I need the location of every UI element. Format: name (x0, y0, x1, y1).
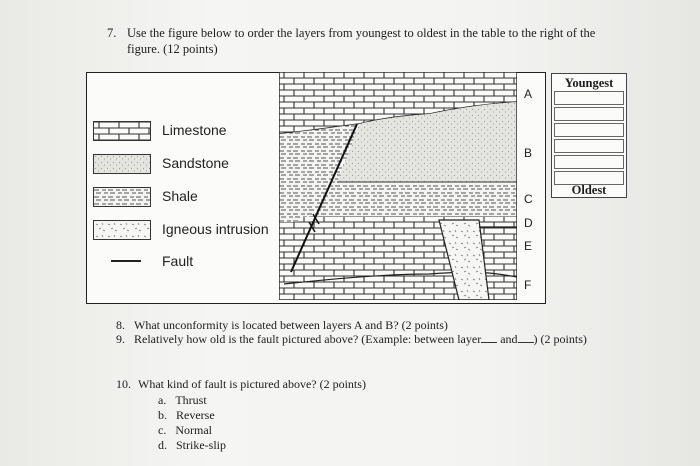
label-b: B (524, 146, 533, 160)
table-row[interactable] (554, 123, 624, 137)
label-c: C (524, 192, 533, 206)
option-letter: d. (158, 438, 167, 452)
question-8-number: 8. (116, 318, 125, 332)
rock-legend (89, 119, 279, 279)
option-letter: c. (158, 423, 167, 437)
option-text: Thrust (175, 393, 207, 407)
legend-label: Fault (162, 253, 194, 269)
option-text: Strike-slip (176, 438, 226, 452)
legend-item-shale (89, 185, 279, 209)
label-d: D (524, 216, 533, 230)
table-row[interactable] (554, 155, 624, 169)
label-a: A (524, 87, 533, 101)
question-8-text: What unconformity is located between layers A and B? (2 points) (134, 318, 448, 332)
label-f: F (524, 278, 532, 292)
legend-label: Limestone (162, 122, 227, 138)
question-7-text: Use the figure below to order the layers from youngest to oldest in the table to the right of the figure. (12 points) (127, 26, 596, 56)
table-row[interactable] (554, 91, 624, 105)
legend-label: Igneous intrusion (162, 221, 269, 237)
legend-item-igneous (89, 218, 279, 242)
table-oldest-label: Oldest (571, 183, 607, 197)
answer-blank[interactable] (481, 332, 497, 343)
option-text: Reverse (176, 408, 215, 422)
legend-item-fault (89, 250, 279, 274)
legend-item-limestone (89, 119, 279, 143)
fault-line-icon (109, 256, 143, 266)
table-youngest-label: Youngest (564, 76, 614, 90)
question-9-text: Relatively how old is the fault pictured above? (Example: between layer (134, 332, 482, 346)
sandstone-pattern-icon (93, 154, 151, 174)
answer-blank[interactable] (518, 332, 534, 343)
question-7-number: 7. (107, 26, 117, 40)
option-d[interactable] (158, 438, 226, 453)
question-10 (116, 377, 366, 392)
legend-label: Shale (162, 188, 198, 204)
option-c[interactable] (158, 423, 212, 438)
option-letter: b. (158, 408, 167, 422)
table-row[interactable] (554, 139, 624, 153)
label-e: E (524, 239, 533, 253)
legend-item-sandstone (89, 152, 279, 176)
option-text: Normal (175, 423, 212, 437)
question-8 (116, 318, 448, 333)
option-a[interactable] (158, 393, 207, 408)
question-9-number: 9. (116, 332, 125, 346)
legend-label: Sandstone (162, 155, 229, 171)
igneous-pattern-icon (93, 220, 151, 240)
option-b[interactable] (158, 408, 215, 423)
question-10-text: What kind of fault is pictured above? (2 points) (138, 377, 366, 391)
question-9-and: and (500, 332, 518, 346)
option-letter: a. (158, 393, 167, 407)
order-table (551, 73, 627, 198)
limestone-pattern-icon (93, 121, 151, 141)
question-9-end: ) (2 points) (533, 332, 587, 346)
question-10-number: 10. (116, 377, 131, 391)
shale-pattern-icon (93, 187, 151, 207)
geologic-cross-section (279, 72, 517, 300)
table-row[interactable] (554, 107, 624, 121)
question-9 (116, 332, 587, 347)
